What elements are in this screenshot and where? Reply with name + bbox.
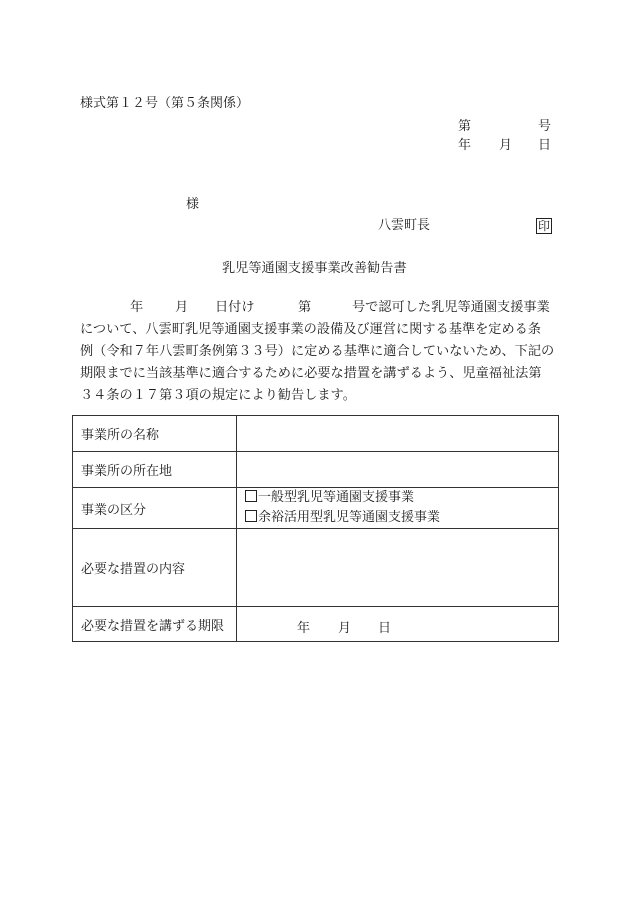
body-paragraph [80,297,562,407]
doc-number-prefix: 第 [458,119,472,134]
facility-address-field[interactable] [237,452,559,488]
label-required-measures: 必要な措置の内容 [73,529,237,607]
row-facility-name [73,416,559,452]
checkbox-icon[interactable] [245,490,257,502]
option-general-label: 一般型乳児等通園支援事業 [258,490,415,505]
row-required-measures [73,529,559,607]
option-surplus-type[interactable] [245,508,550,528]
date-year: 年 [458,138,472,153]
body-line-1 [80,297,562,319]
business-category-options [237,488,559,529]
body-day: 日付け [215,300,255,315]
body-line-2: について、八雲町乳児等通園支援事業の設備及び運営に関する基準を定める条 [80,322,542,337]
doc-number-suffix: 号 [538,119,552,134]
label-deadline: 必要な措置を講ずる期限 [73,607,237,642]
addressee-suffix: 様 [186,197,200,212]
row-facility-address [73,452,559,488]
body-month: 月 [175,300,189,315]
deadline-year: 年 [297,621,311,636]
body-dai: 第 [298,300,312,315]
document-title: 乳児等通園支援事業改善勧告書 [222,261,407,276]
deadline-day: 日 [378,621,392,636]
label-business-category: 事業の区分 [73,488,237,529]
deadline-field[interactable] [237,607,559,642]
date-day: 日 [538,138,552,153]
body-line-5: ３４条の１７第３項の規定により勧告します。 [80,388,356,403]
label-facility-name: 事業所の名称 [73,416,237,452]
body-line-4: 期限までに当該基準に適合するために必要な措置を講ずるよう、児童福祉法第 [80,366,542,381]
required-measures-field[interactable] [237,529,559,607]
details-table [72,415,559,642]
body-line1-rest: 号で認可した乳児等通園支援事業 [352,300,550,315]
seal-mark: 印 [538,219,551,233]
body-line-3: 例（令和７年八雲町条例第３３号）に定める基準に適合していないため、下記の [80,344,555,359]
row-business-category [73,488,559,529]
label-facility-address: 事業所の所在地 [73,452,237,488]
deadline-month: 月 [338,621,352,636]
date-month: 月 [499,138,513,153]
checkbox-icon[interactable] [245,510,257,522]
form-number: 様式第１２号（第５条関係） [80,96,250,111]
issuer-name: 八雲町長 [378,218,431,233]
option-surplus-label: 余裕活用型乳児等通園支援事業 [258,510,441,525]
facility-name-field[interactable] [237,416,559,452]
option-general-type[interactable] [245,488,550,508]
row-deadline [73,607,559,642]
body-year: 年 [130,300,144,315]
